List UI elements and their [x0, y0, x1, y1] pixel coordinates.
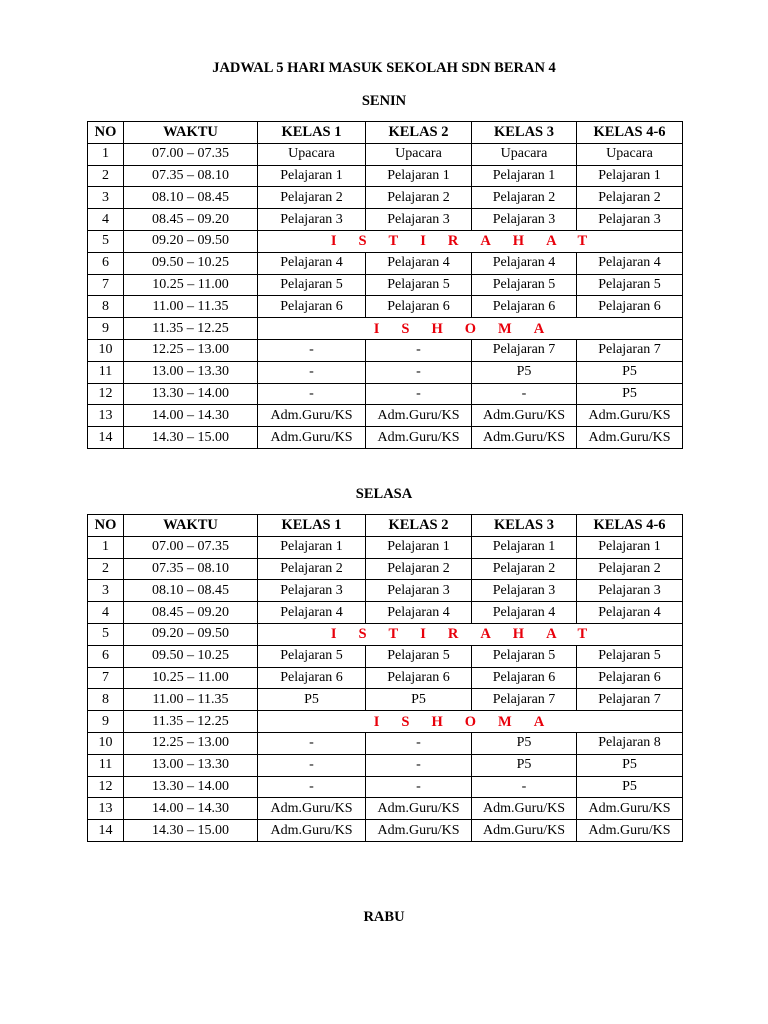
subject-cell: Pelajaran 5 [258, 274, 366, 296]
subject-cell: Adm.Guru/KS [258, 405, 366, 427]
subject-cell: Pelajaran 1 [577, 536, 683, 558]
table-row [88, 339, 683, 361]
subject-cell: Adm.Guru/KS [472, 820, 577, 842]
row-number-cell: 10 [88, 339, 124, 361]
column-header: KELAS 3 [472, 122, 577, 144]
table-row [88, 667, 683, 689]
break-cell: ISTIRAHAT [258, 623, 683, 645]
subject-cell: Upacara [577, 143, 683, 165]
subject-cell: Adm.Guru/KS [577, 405, 683, 427]
row-number-cell: 10 [88, 732, 124, 754]
subject-cell: Pelajaran 2 [577, 187, 683, 209]
row-number-cell: 2 [88, 165, 124, 187]
subject-cell: Pelajaran 4 [366, 602, 472, 624]
subject-cell: P5 [577, 361, 683, 383]
subject-cell: Pelajaran 5 [472, 274, 577, 296]
table-row [88, 536, 683, 558]
subject-cell: Pelajaran 4 [258, 602, 366, 624]
subject-cell: P5 [577, 383, 683, 405]
subject-cell: Adm.Guru/KS [366, 427, 472, 449]
subject-cell: Pelajaran 3 [472, 580, 577, 602]
time-cell: 12.25 – 13.00 [124, 732, 258, 754]
table-row [88, 689, 683, 711]
time-cell: 07.00 – 07.35 [124, 536, 258, 558]
column-header: KELAS 1 [258, 515, 366, 537]
subject-cell: Adm.Guru/KS [366, 820, 472, 842]
subject-cell: Pelajaran 1 [366, 536, 472, 558]
table-header-row [88, 515, 683, 537]
subject-cell: P5 [472, 361, 577, 383]
subject-cell: P5 [577, 776, 683, 798]
subject-cell: Pelajaran 4 [258, 252, 366, 274]
time-cell: 11.00 – 11.35 [124, 296, 258, 318]
table-row [88, 209, 683, 231]
subject-cell: Pelajaran 3 [577, 209, 683, 231]
row-number-cell: 5 [88, 230, 124, 252]
time-cell: 14.00 – 14.30 [124, 798, 258, 820]
subject-cell: - [258, 732, 366, 754]
time-cell: 11.35 – 12.25 [124, 318, 258, 340]
subject-cell: Pelajaran 5 [366, 645, 472, 667]
subject-cell: Pelajaran 2 [366, 187, 472, 209]
row-number-cell: 3 [88, 187, 124, 209]
subject-cell: Adm.Guru/KS [577, 427, 683, 449]
subject-cell: Pelajaran 2 [472, 187, 577, 209]
table-row [88, 252, 683, 274]
subject-cell: Upacara [258, 143, 366, 165]
subject-cell: Pelajaran 2 [366, 558, 472, 580]
row-number-cell: 6 [88, 252, 124, 274]
table-row [88, 143, 683, 165]
table-row [88, 383, 683, 405]
row-number-cell: 5 [88, 623, 124, 645]
subject-cell: Pelajaran 3 [366, 209, 472, 231]
row-number-cell: 14 [88, 427, 124, 449]
row-number-cell: 4 [88, 602, 124, 624]
subject-cell: - [366, 383, 472, 405]
time-cell: 08.45 – 09.20 [124, 209, 258, 231]
subject-cell: - [366, 776, 472, 798]
row-number-cell: 3 [88, 580, 124, 602]
subject-cell: Pelajaran 2 [577, 558, 683, 580]
column-header: WAKTU [124, 515, 258, 537]
subject-cell: Pelajaran 6 [577, 296, 683, 318]
table-row [88, 776, 683, 798]
time-cell: 09.50 – 10.25 [124, 645, 258, 667]
table-row [88, 754, 683, 776]
column-header: KELAS 2 [366, 122, 472, 144]
row-number-cell: 9 [88, 318, 124, 340]
column-header: KELAS 4-6 [577, 515, 683, 537]
break-cell: ISHOMA [258, 711, 683, 733]
subject-cell: Pelajaran 3 [258, 209, 366, 231]
schedule-table-senin [87, 121, 683, 449]
subject-cell: Adm.Guru/KS [366, 798, 472, 820]
subject-cell: Pelajaran 6 [472, 296, 577, 318]
row-number-cell: 13 [88, 798, 124, 820]
table-row [88, 296, 683, 318]
table-row [88, 274, 683, 296]
time-cell: 08.45 – 09.20 [124, 602, 258, 624]
row-number-cell: 14 [88, 820, 124, 842]
subject-cell: Pelajaran 4 [366, 252, 472, 274]
time-cell: 09.50 – 10.25 [124, 252, 258, 274]
table-row [88, 427, 683, 449]
time-cell: 08.10 – 08.45 [124, 580, 258, 602]
row-number-cell: 11 [88, 361, 124, 383]
subject-cell: P5 [258, 689, 366, 711]
subject-cell: Adm.Guru/KS [472, 798, 577, 820]
document-title: JADWAL 5 HARI MASUK SEKOLAH SDN BERAN 4 [212, 60, 556, 76]
column-header: NO [88, 515, 124, 537]
subject-cell: P5 [577, 754, 683, 776]
subject-cell: Pelajaran 7 [577, 339, 683, 361]
subject-cell: Adm.Guru/KS [577, 798, 683, 820]
table-header-row [88, 122, 683, 144]
row-number-cell: 9 [88, 711, 124, 733]
subject-cell: Pelajaran 1 [258, 165, 366, 187]
time-cell: 11.00 – 11.35 [124, 689, 258, 711]
table-row [88, 230, 683, 252]
subject-cell: Pelajaran 1 [577, 165, 683, 187]
time-cell: 13.00 – 13.30 [124, 361, 258, 383]
subject-cell: Adm.Guru/KS [258, 427, 366, 449]
subject-cell: P5 [472, 732, 577, 754]
subject-cell: Pelajaran 6 [258, 296, 366, 318]
time-cell: 13.00 – 13.30 [124, 754, 258, 776]
row-number-cell: 12 [88, 383, 124, 405]
subject-cell: Pelajaran 2 [258, 558, 366, 580]
subject-cell: Adm.Guru/KS [258, 820, 366, 842]
subject-cell: - [258, 361, 366, 383]
time-cell: 13.30 – 14.00 [124, 776, 258, 798]
row-number-cell: 13 [88, 405, 124, 427]
subject-cell: Pelajaran 1 [258, 536, 366, 558]
row-number-cell: 4 [88, 209, 124, 231]
table-row [88, 580, 683, 602]
subject-cell: Pelajaran 3 [472, 209, 577, 231]
subject-cell: Pelajaran 4 [472, 252, 577, 274]
subject-cell: Pelajaran 8 [577, 732, 683, 754]
table-row [88, 602, 683, 624]
subject-cell: Pelajaran 5 [366, 274, 472, 296]
column-header: NO [88, 122, 124, 144]
table-row [88, 558, 683, 580]
time-cell: 14.30 – 15.00 [124, 427, 258, 449]
time-cell: 09.20 – 09.50 [124, 623, 258, 645]
subject-cell: Pelajaran 5 [577, 274, 683, 296]
subject-cell: Adm.Guru/KS [577, 820, 683, 842]
table-row [88, 820, 683, 842]
row-number-cell: 7 [88, 667, 124, 689]
time-cell: 09.20 – 09.50 [124, 230, 258, 252]
subject-cell: Pelajaran 6 [366, 296, 472, 318]
subject-cell: Pelajaran 6 [258, 667, 366, 689]
row-number-cell: 1 [88, 143, 124, 165]
subject-cell: - [366, 361, 472, 383]
subject-cell: - [258, 776, 366, 798]
subject-cell: Pelajaran 6 [577, 667, 683, 689]
column-header: KELAS 1 [258, 122, 366, 144]
subject-cell: Adm.Guru/KS [472, 427, 577, 449]
day-title-senin: SENIN [361, 93, 407, 109]
subject-cell: Pelajaran 2 [258, 187, 366, 209]
table-row [88, 623, 683, 645]
break-cell: ISHOMA [258, 318, 683, 340]
subject-cell: - [258, 754, 366, 776]
row-number-cell: 8 [88, 296, 124, 318]
subject-cell: Pelajaran 6 [472, 667, 577, 689]
subject-cell: - [366, 732, 472, 754]
subject-cell: - [472, 383, 577, 405]
subject-cell: Pelajaran 3 [577, 580, 683, 602]
subject-cell: Pelajaran 3 [366, 580, 472, 602]
subject-cell: - [366, 339, 472, 361]
table-row [88, 645, 683, 667]
subject-cell: Adm.Guru/KS [366, 405, 472, 427]
time-cell: 10.25 – 11.00 [124, 274, 258, 296]
row-number-cell: 1 [88, 536, 124, 558]
subject-cell: - [472, 776, 577, 798]
time-cell: 07.35 – 08.10 [124, 165, 258, 187]
subject-cell: Adm.Guru/KS [472, 405, 577, 427]
time-cell: 08.10 – 08.45 [124, 187, 258, 209]
column-header: KELAS 4-6 [577, 122, 683, 144]
row-number-cell: 8 [88, 689, 124, 711]
day-title-selasa: SELASA [355, 486, 413, 502]
subject-cell: Pelajaran 1 [472, 536, 577, 558]
subject-cell: Pelajaran 5 [577, 645, 683, 667]
time-cell: 14.00 – 14.30 [124, 405, 258, 427]
subject-cell: Pelajaran 3 [258, 580, 366, 602]
table-row [88, 187, 683, 209]
subject-cell: Pelajaran 2 [472, 558, 577, 580]
time-cell: 14.30 – 15.00 [124, 820, 258, 842]
table-row [88, 165, 683, 187]
subject-cell: Pelajaran 4 [577, 602, 683, 624]
schedule-table-selasa [87, 514, 683, 842]
table-row [88, 711, 683, 733]
subject-cell: Pelajaran 5 [472, 645, 577, 667]
subject-cell: Upacara [366, 143, 472, 165]
table-row [88, 318, 683, 340]
subject-cell: Pelajaran 1 [472, 165, 577, 187]
subject-cell: - [258, 339, 366, 361]
row-number-cell: 2 [88, 558, 124, 580]
subject-cell: Pelajaran 4 [472, 602, 577, 624]
time-cell: 11.35 – 12.25 [124, 711, 258, 733]
subject-cell: Pelajaran 4 [577, 252, 683, 274]
subject-cell: P5 [472, 754, 577, 776]
subject-cell: - [366, 754, 472, 776]
table-row [88, 732, 683, 754]
subject-cell: Pelajaran 6 [366, 667, 472, 689]
row-number-cell: 6 [88, 645, 124, 667]
break-cell: ISTIRAHAT [258, 230, 683, 252]
time-cell: 07.00 – 07.35 [124, 143, 258, 165]
day-title-rabu: RABU [363, 909, 405, 925]
time-cell: 10.25 – 11.00 [124, 667, 258, 689]
subject-cell: Pelajaran 7 [472, 689, 577, 711]
time-cell: 12.25 – 13.00 [124, 339, 258, 361]
subject-cell: - [258, 383, 366, 405]
time-cell: 07.35 – 08.10 [124, 558, 258, 580]
table-row [88, 361, 683, 383]
column-header: WAKTU [124, 122, 258, 144]
column-header: KELAS 2 [366, 515, 472, 537]
row-number-cell: 12 [88, 776, 124, 798]
column-header: KELAS 3 [472, 515, 577, 537]
row-number-cell: 7 [88, 274, 124, 296]
subject-cell: Adm.Guru/KS [258, 798, 366, 820]
time-cell: 13.30 – 14.00 [124, 383, 258, 405]
subject-cell: Pelajaran 7 [577, 689, 683, 711]
subject-cell: Pelajaran 7 [472, 339, 577, 361]
subject-cell: P5 [366, 689, 472, 711]
subject-cell: Upacara [472, 143, 577, 165]
table-row [88, 405, 683, 427]
subject-cell: Pelajaran 1 [366, 165, 472, 187]
row-number-cell: 11 [88, 754, 124, 776]
subject-cell: Pelajaran 5 [258, 645, 366, 667]
table-row [88, 798, 683, 820]
